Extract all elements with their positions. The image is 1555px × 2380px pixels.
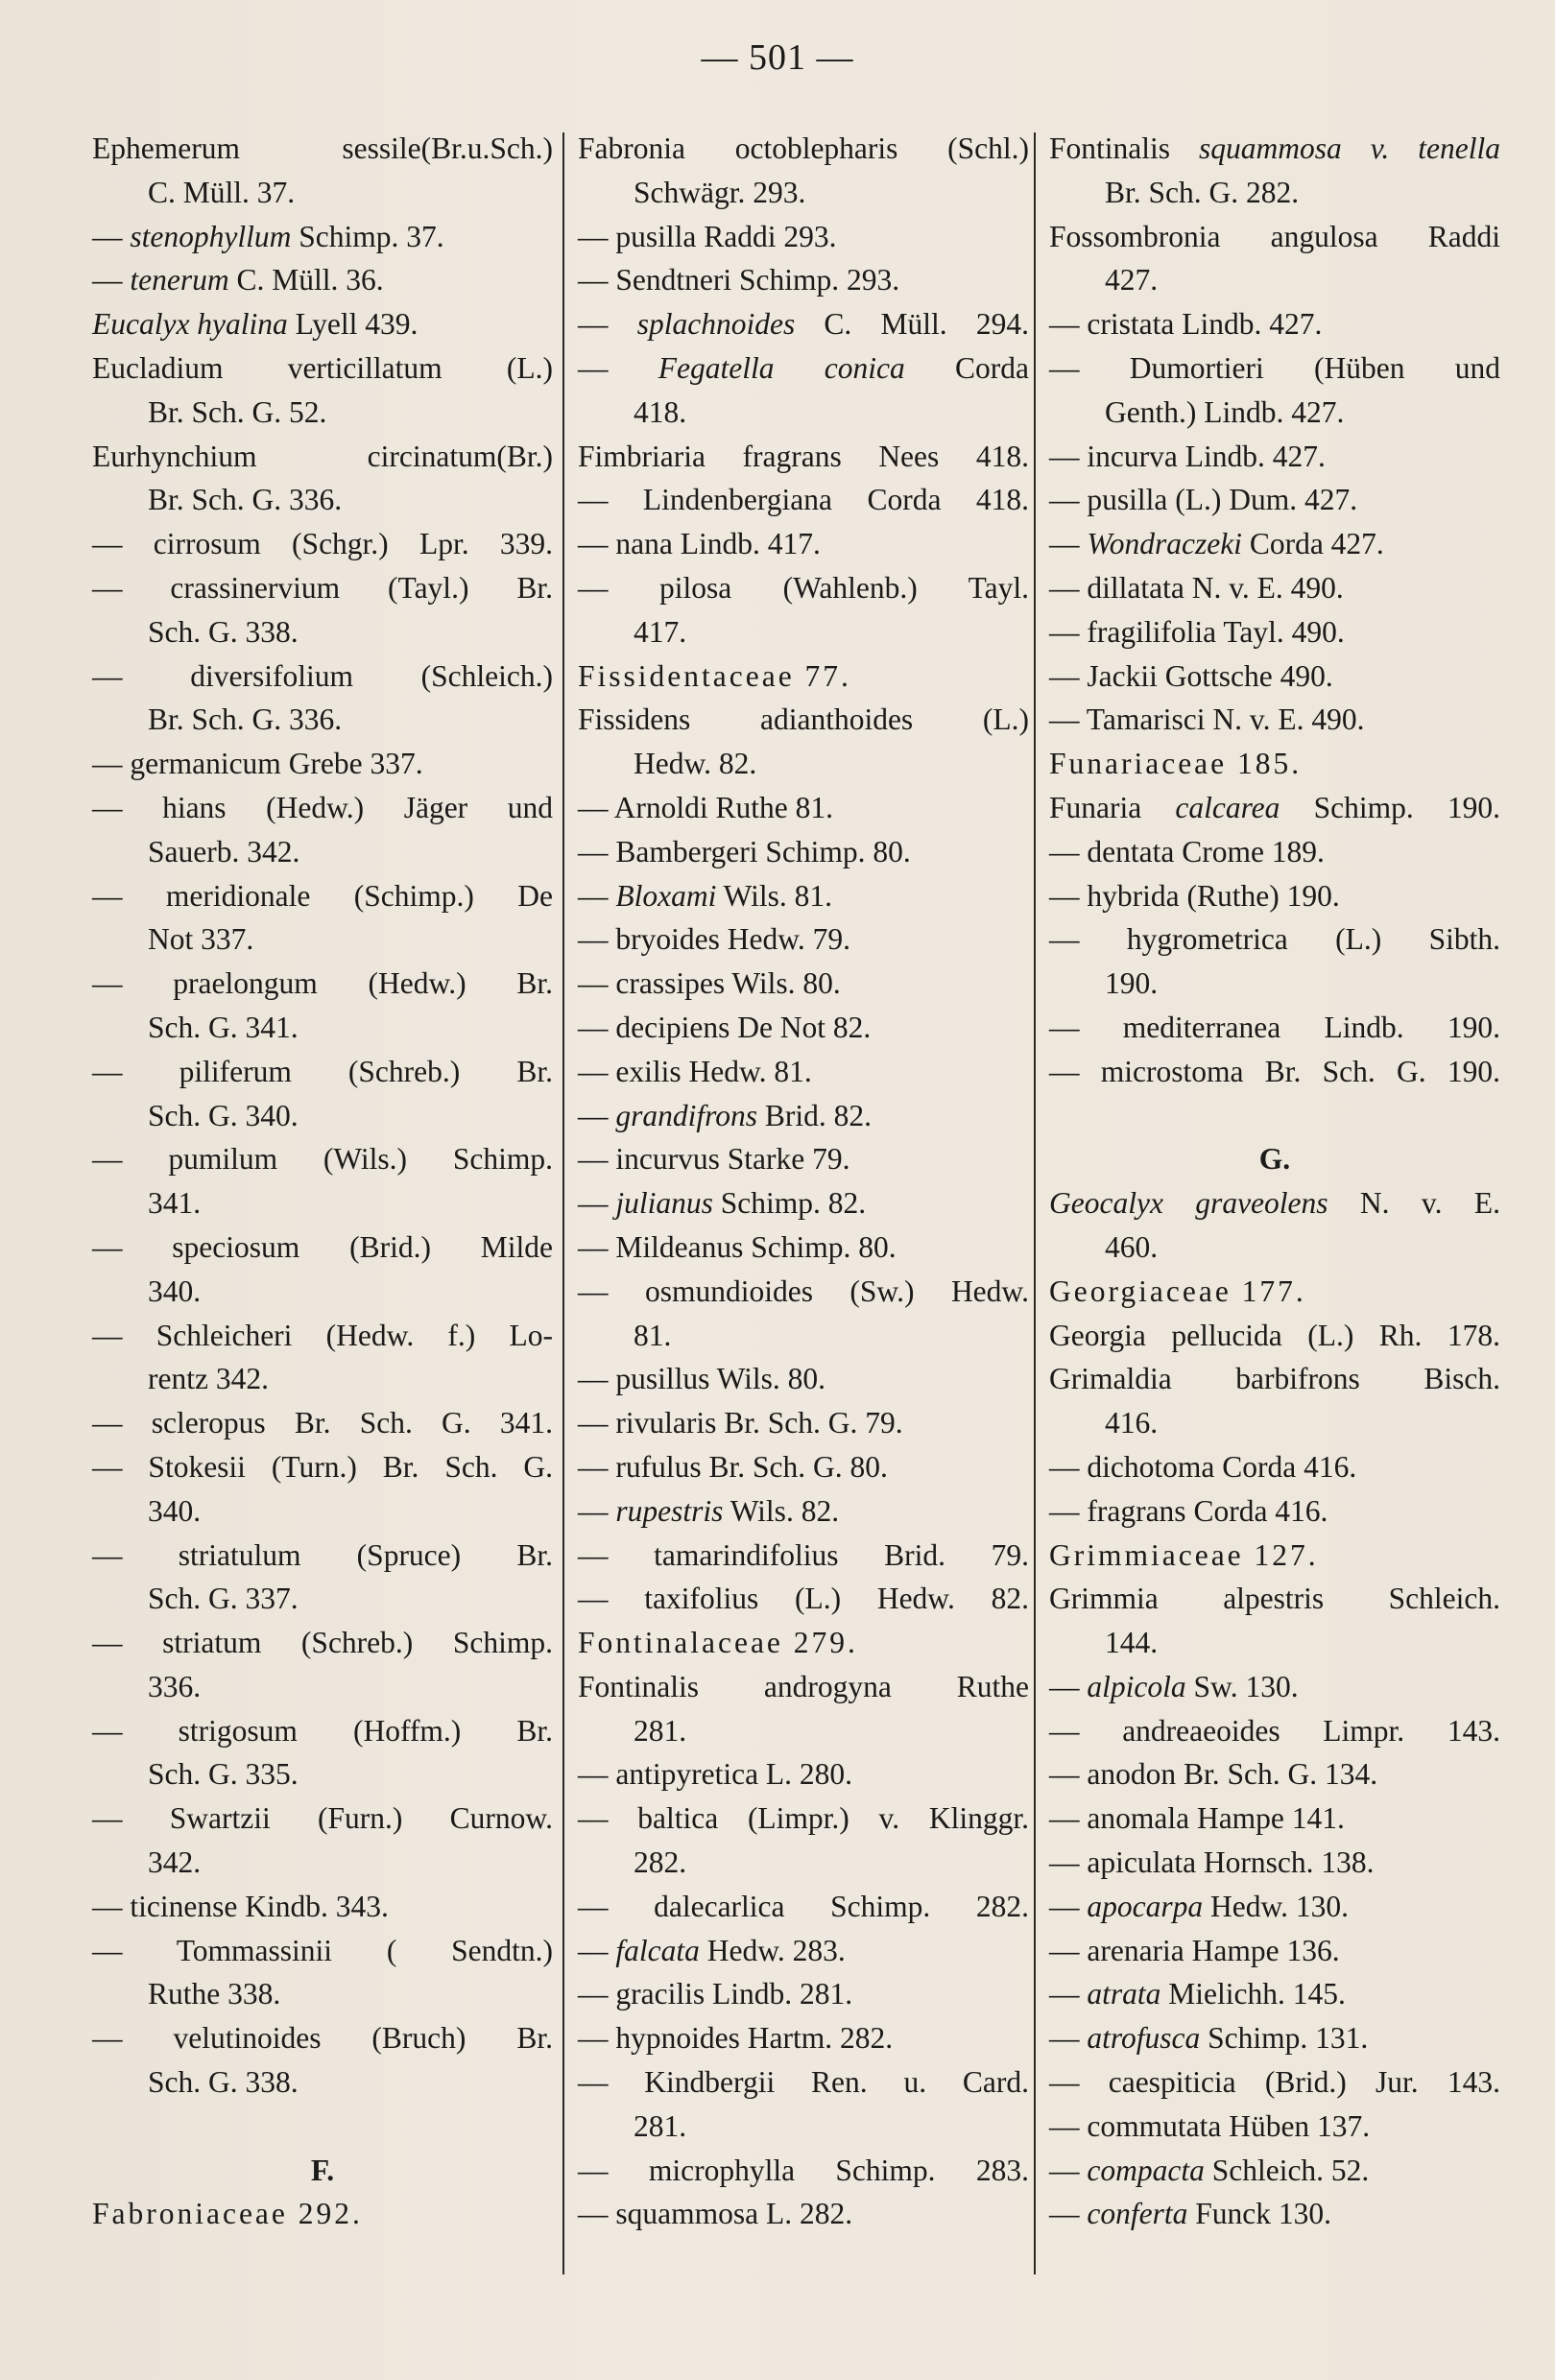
index-line: C. Müll. 37. <box>148 175 296 209</box>
index-line: — hypnoides Hartm. 282. <box>578 2021 894 2056</box>
index-line: — Dumortieri (Hüben und <box>1049 350 1500 385</box>
index-line: — caespiticia (Brid.) Jur. 143. <box>1049 2065 1500 2100</box>
index-line: — incurvus Starke 79. <box>578 1142 850 1177</box>
index-line: — pumilum (Wils.) Schimp. <box>92 1142 553 1177</box>
index-line: — alpicola Sw. 130. <box>1049 1669 1299 1703</box>
index-line: — gracilis Lindb. 281. <box>578 1977 853 2011</box>
index-line: — microstoma Br. Sch. G. 190. <box>1049 1054 1500 1088</box>
index-line: — andreaeoides Limpr. 143. <box>1049 1713 1500 1748</box>
index-line: Funaria calcarea Schimp. 190. <box>1049 790 1500 824</box>
index-line: 144. <box>1105 1626 1159 1660</box>
index-line: Fissidens adianthoides (L.) <box>578 702 1029 737</box>
index-line: — cristata Lindb. 427. <box>1049 307 1323 342</box>
index-line: — mediterranea Lindb. 190. <box>1049 1010 1500 1044</box>
index-line: — germanicum Grebe 337. <box>92 747 423 781</box>
index-line: — julianus Schimp. 82. <box>578 1186 867 1221</box>
index-line: — Arnoldi Ruthe 81. <box>578 790 833 824</box>
index-line: — speciosum (Brid.) Milde <box>92 1229 553 1264</box>
index-line: 417. <box>634 614 687 649</box>
index-line <box>92 2105 553 2149</box>
index-line: — apiculata Hornsch. 138. <box>1049 1845 1375 1880</box>
index-line: — baltica (Limpr.) v. Klinggr. <box>578 1801 1029 1836</box>
index-line: — atrofusca Schimp. 131. <box>1049 2021 1369 2056</box>
index-line: Grimaldia barbifrons Bisch. <box>1049 1362 1500 1396</box>
index-line: — atrata Mielichh. 145. <box>1049 1977 1346 2011</box>
index-line: — commutata Hüben 137. <box>1049 2108 1371 2143</box>
index-line: — Bambergeri Schimp. 80. <box>578 834 911 869</box>
index-line <box>1049 1094 1500 1138</box>
index-line: — apocarpa Hedw. 130. <box>1049 1889 1350 1923</box>
index-line: — incurva Lindb. 427. <box>1049 439 1326 473</box>
index-line: 427. <box>1105 263 1159 298</box>
index-line: — nana Lindb. 417. <box>578 527 821 561</box>
index-line: — hians (Hedw.) Jäger und <box>92 790 553 824</box>
index-line: — taxifolius (L.) Hedw. 82. <box>578 1582 1029 1616</box>
index-line: — exilis Hedw. 81. <box>578 1054 812 1088</box>
index-line: — Fegatella conica Corda <box>578 350 1029 385</box>
index-line: — osmundioides (Sw.) Hedw. <box>578 1273 1029 1308</box>
index-line: — diversifolium (Schleich.) <box>92 658 553 693</box>
index-line: — Sendtneri Schimp. 293. <box>578 263 900 298</box>
index-line: — strigosum (Hoffm.) Br. <box>92 1713 553 1748</box>
index-line: Br. Sch. G. 282. <box>1105 175 1300 209</box>
section-letter: G. <box>1258 1142 1291 1177</box>
index-line: — bryoides Hedw. 79. <box>578 922 851 957</box>
family-entry: Fontinalaceae 279. <box>578 1626 858 1660</box>
index-line: — rufulus Br. Sch. G. 80. <box>578 1449 888 1484</box>
index-line: 190. <box>1105 966 1159 1001</box>
index-line: 282. <box>634 1845 687 1880</box>
index-line: Grimmia alpestris Schleich. <box>1049 1582 1500 1616</box>
index-line: 81. <box>634 1318 672 1352</box>
index-line: — Tommassinii ( Sendtn.) <box>92 1933 553 1967</box>
index-line: — microphylla Schimp. 283. <box>578 2153 1029 2187</box>
index-line: Geocalyx graveolens N. v. E. <box>1049 1186 1500 1221</box>
index-line: — dillatata N. v. E. 490. <box>1049 570 1344 605</box>
section-letter: F. <box>310 2153 335 2187</box>
index-line: — praelongum (Hedw.) Br. <box>92 966 553 1001</box>
index-line: Br. Sch. G. 52. <box>148 394 327 429</box>
column-rule <box>562 132 564 2274</box>
index-line: — hybrida (Ruthe) 190. <box>1049 878 1340 913</box>
index-line: — splachnoides C. Müll. 294. <box>578 307 1029 342</box>
index-line: — rivularis Br. Sch. G. 79. <box>578 1406 903 1440</box>
column-rule <box>1034 132 1036 2274</box>
index-line: Ephemerum sessile(Br.u.Sch.) <box>92 131 553 165</box>
index-line: Not 337. <box>148 922 254 957</box>
index-line: — decipiens De Not 82. <box>578 1010 872 1044</box>
index-line: Sch. G. 337. <box>148 1582 299 1616</box>
index-line: — Jackii Gottsche 490. <box>1049 658 1333 693</box>
page-number: — 501 — <box>701 37 854 78</box>
index-line: — cirrosum (Schgr.) Lpr. 339. <box>92 527 553 561</box>
index-line: — meridionale (Schimp.) De <box>92 878 553 913</box>
index-line: 340. <box>148 1493 202 1528</box>
index-line: Sch. G. 338. <box>148 2065 299 2100</box>
index-line: rentz 342. <box>148 1362 269 1396</box>
index-line: — scleropus Br. Sch. G. 341. <box>92 1406 553 1440</box>
index-line: Br. Sch. G. 336. <box>148 702 343 737</box>
index-line: Eurhynchium circinatum(Br.) <box>92 439 553 473</box>
index-line: 281. <box>634 2108 687 2143</box>
index-line: 336. <box>148 1669 202 1703</box>
index-line: — rupestris Wils. 82. <box>578 1493 840 1528</box>
index-line: Ruthe 338. <box>148 1977 281 2011</box>
index-column-1 <box>92 127 553 2236</box>
index-line: Fabronia octoblepharis (Schl.) <box>578 131 1029 165</box>
index-line: Sch. G. 338. <box>148 614 299 649</box>
index-line: — pusilla (L.) Dum. 427. <box>1049 483 1358 517</box>
index-line: Fontinalis androgyna Ruthe <box>578 1669 1029 1703</box>
index-line: Eucalyx hyalina Lyell 439. <box>92 307 419 342</box>
family-entry: Georgiaceae 177. <box>1049 1273 1306 1308</box>
index-line: — dentata Crome 189. <box>1049 834 1325 869</box>
family-entry: Funariaceae 185. <box>1049 747 1303 781</box>
index-line: — Swartzii (Furn.) Curnow. <box>92 1801 553 1836</box>
index-line: — hygrometrica (L.) Sibth. <box>1049 922 1500 957</box>
index-line: — falcata Hedw. 283. <box>578 1933 846 1967</box>
index-line: 342. <box>148 1845 202 1880</box>
index-line: — striatulum (Spruce) Br. <box>92 1537 553 1572</box>
index-line: — fragilifolia Tayl. 490. <box>1049 614 1345 649</box>
index-column-2 <box>578 127 1029 2236</box>
index-line: — arenaria Hampe 136. <box>1049 1933 1340 1967</box>
family-entry: Fabroniaceae 292. <box>92 2197 363 2231</box>
index-line: — Bloxami Wils. 81. <box>578 878 833 913</box>
index-line: Sch. G. 340. <box>148 1098 299 1132</box>
index-line: — ticinense Kindb. 343. <box>92 1889 389 1923</box>
index-line: Fossombronia angulosa Raddi <box>1049 219 1500 253</box>
index-line: 341. <box>148 1186 202 1221</box>
index-line: 418. <box>634 394 687 429</box>
index-line: — squammosa L. 282. <box>578 2197 853 2231</box>
index-line: — Tamarisci N. v. E. 490. <box>1049 702 1365 737</box>
index-line: Schwägr. 293. <box>634 175 806 209</box>
index-line: — stenophyllum Schimp. 37. <box>92 219 444 253</box>
index-line: 416. <box>1105 1406 1159 1440</box>
index-line: — crassinervium (Tayl.) Br. <box>92 570 553 605</box>
index-line: Sch. G. 341. <box>148 1010 299 1044</box>
index-line: — velutinoides (Bruch) Br. <box>92 2021 553 2056</box>
index-line: Br. Sch. G. 336. <box>148 483 343 517</box>
family-entry: Grimmiaceae 127. <box>1049 1537 1319 1572</box>
index-line: — conferta Funck 130. <box>1049 2197 1331 2231</box>
index-line: 340. <box>148 1273 202 1308</box>
index-line: — tamarindifolius Brid. 79. <box>578 1537 1029 1572</box>
index-line: — fragrans Corda 416. <box>1049 1493 1328 1528</box>
index-line: — grandifrons Brid. 82. <box>578 1098 873 1132</box>
index-line: — anodon Br. Sch. G. 134. <box>1049 1757 1378 1792</box>
index-line: — Kindbergii Ren. u. Card. <box>578 2065 1029 2100</box>
index-line: — Wondraczeki Corda 427. <box>1049 527 1384 561</box>
index-line: Sch. G. 335. <box>148 1757 299 1792</box>
index-line: Fontinalis squammosa v. tenella <box>1049 131 1501 165</box>
index-line: 460. <box>1105 1229 1159 1264</box>
index-line: — anomala Hampe 141. <box>1049 1801 1345 1836</box>
index-line: — striatum (Schreb.) Schimp. <box>92 1626 553 1660</box>
index-line: Genth.) Lindb. 427. <box>1105 394 1345 429</box>
index-line: — Mildeanus Schimp. 80. <box>578 1229 897 1264</box>
index-line: — tenerum C. Müll. 36. <box>92 263 384 298</box>
index-line: Fimbriaria fragrans Nees 418. <box>578 439 1029 473</box>
index-line: Georgia pellucida (L.) Rh. 178. <box>1049 1318 1500 1352</box>
index-line: — antipyretica L. 280. <box>578 1757 853 1792</box>
index-line: — Schleicheri (Hedw. f.) Lo- <box>92 1318 553 1352</box>
index-line: — dichotoma Corda 416. <box>1049 1449 1357 1484</box>
family-entry: Fissidentaceae 77. <box>578 658 851 693</box>
index-line: Sauerb. 342. <box>148 834 300 869</box>
index-line: Eucladium verticillatum (L.) <box>92 350 553 385</box>
index-line: — pusilla Raddi 293. <box>578 219 837 253</box>
index-column-3 <box>1049 127 1500 2236</box>
index-line: — crassipes Wils. 80. <box>578 966 841 1001</box>
index-line: — compacta Schleich. 52. <box>1049 2153 1370 2187</box>
index-line: 281. <box>634 1713 687 1748</box>
index-line: Hedw. 82. <box>634 747 757 781</box>
index-line: — dalecarlica Schimp. 282. <box>578 1889 1029 1923</box>
index-line: — pusillus Wils. 80. <box>578 1362 826 1396</box>
index-line: — Lindenbergiana Corda 418. <box>578 483 1029 517</box>
index-line: — piliferum (Schreb.) Br. <box>92 1054 553 1088</box>
index-line: — pilosa (Wahlenb.) Tayl. <box>578 570 1029 605</box>
index-line: — Stokesii (Turn.) Br. Sch. G. <box>92 1449 553 1484</box>
